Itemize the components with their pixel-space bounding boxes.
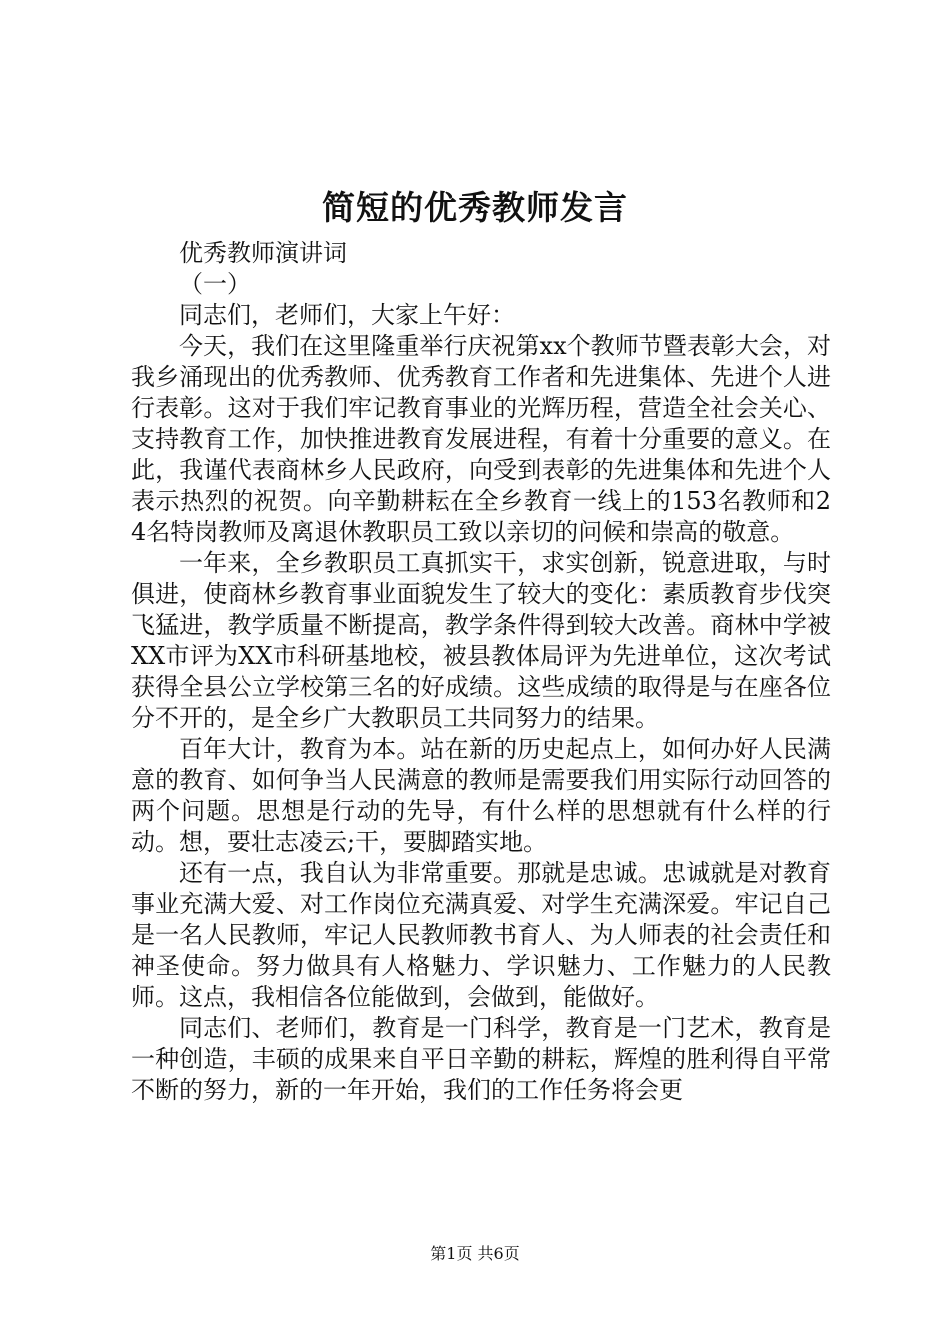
paragraph-section-number: （一） bbox=[179, 270, 251, 298]
paragraph-greeting: 同志们，老师们，大家上午好： bbox=[179, 301, 515, 329]
document-body bbox=[131, 238, 831, 1106]
document-title: 简短的优秀教师发言 bbox=[322, 188, 628, 227]
paragraph-body: 一年来，全乡教职员工真抓实干，求实创新，锐意进取，与时俱进，使商林乡教育事业面貌发生了较大的变化：素质教育步伐突飞猛进，教学质量不断提高，教学条件得到较大改善。商林中学被XX市评为XX市科研基地校，被县教体局评为先进单位，这次考试获得全县公立学校第三名的好成绩。这些成绩的取得是与在座各位分不开的，是全乡广大教职员工共同努力的结果。 bbox=[131, 549, 831, 732]
paragraph-subtitle: 优秀教师演讲词 bbox=[179, 239, 347, 267]
paragraph-body: 还有一点，我自认为非常重要。那就是忠诚。忠诚就是对教育事业充满大爱、对工作岗位充满真爱、对学生充满深爱。牢记自己是一名人民教师，牢记人民教师教书育人、为人师表的社会责任和神圣使命。努力做具有人格魅力、学识魅力、工作魅力的人民教师。这点，我相信各位能做到，会做到，能做好。 bbox=[131, 859, 831, 1011]
paragraph-body: 同志们、老师们，教育是一门科学，教育是一门艺术，教育是一种创造，丰硕的成果来自平日辛勤的耕耘，辉煌的胜利得自平常不断的努力，新的一年开始，我们的工作任务将会更 bbox=[131, 1014, 831, 1104]
paragraph-body: 今天，我们在这里隆重举行庆祝第xx个教师节暨表彰大会，对我乡涌现出的优秀教师、优秀教育工作者和先进集体、先进个人进行表彰。这对于我们牢记教育事业的光辉历程，营造全社会关心、支持教育工作，加快推进教育发展进程，有着十分重要的意义。在此，我谨代表商林乡人民政府，向受到表彰的先进集体和先进个人表示热烈的祝贺。向辛勤耕耘在全乡教育一线上的153名教师和24名特岗教师及离退休教职员工致以亲切的问候和崇高的敬意。 bbox=[131, 332, 831, 546]
paragraph-body: 百年大计，教育为本。站在新的历史起点上，如何办好人民满意的教育、如何争当人民满意的教师是需要我们用实际行动回答的两个问题。思想是行动的先导，有什么样的思想就有什么样的行动。想，要壮志凌云;干，要脚踏实地。 bbox=[131, 735, 831, 856]
page-footer: 第1页 共6页 bbox=[430, 1244, 520, 1263]
